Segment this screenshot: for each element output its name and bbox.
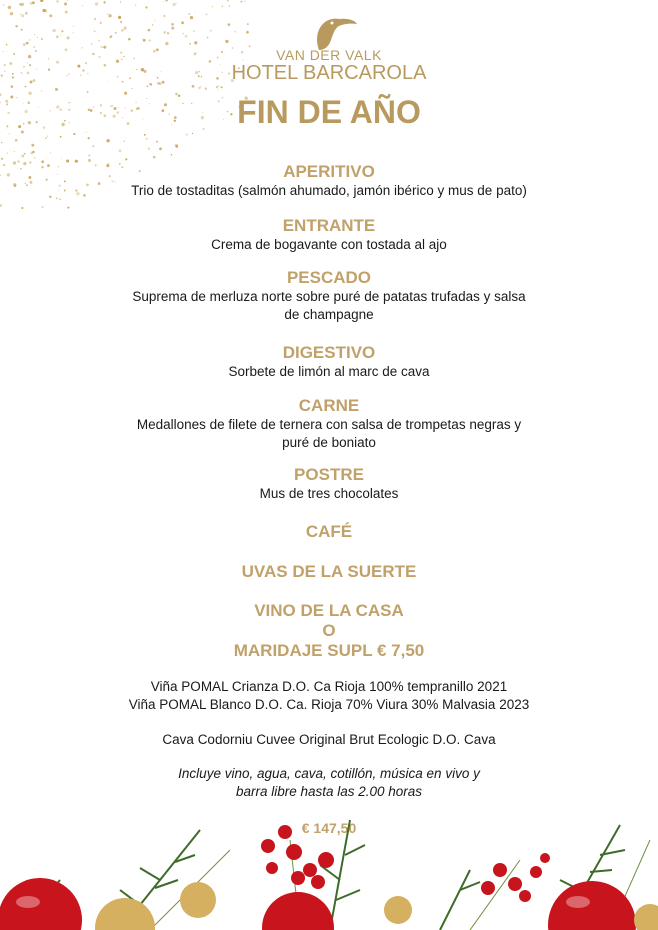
- sparkle-dot: [159, 147, 162, 150]
- sparkle-dot: [88, 137, 90, 139]
- menu-price: € 147,50: [301, 820, 357, 836]
- includes-line: Incluye vino, agua, cava, cotillón, música en vivo y: [178, 766, 480, 781]
- sparkle-dot: [220, 86, 222, 88]
- sparkle-dot: [119, 149, 122, 152]
- sparkle-dot: [124, 141, 125, 142]
- sparkle-dot: [240, 1, 242, 3]
- toucan-icon: [299, 10, 359, 52]
- includes-note: [0, 765, 658, 801]
- course-desc: Crema de bogavante con tostada al ajo: [211, 237, 447, 252]
- red-ornament-icon: [548, 881, 636, 930]
- brand-line-1: VAN DER VALK: [276, 47, 382, 63]
- sparkle-dot: [1, 158, 3, 160]
- sparkle-dot: [218, 89, 219, 90]
- sparkle-dot: [244, 1, 245, 2]
- sparkle-dot: [92, 145, 94, 147]
- sparkle-dot: [25, 86, 27, 88]
- sparkle-dot: [32, 151, 34, 153]
- course-aperitivo: [0, 162, 658, 200]
- sparkle-dot: [103, 1, 105, 3]
- course-heading: CARNE: [298, 396, 360, 415]
- sparkle-dot: [61, 158, 62, 159]
- course-entrante: [0, 216, 658, 254]
- sparkle-dot: [165, 0, 167, 2]
- sparkle-dot: [42, 206, 44, 208]
- sparkle-dot: [86, 132, 87, 133]
- sparkle-dot: [1, 142, 3, 144]
- sparkle-dot: [47, 135, 48, 136]
- sparkle-dot: [163, 1, 164, 2]
- course-desc: Trio de tostaditas (salmón ahumado, jamón ibérico y mus de pato): [131, 183, 527, 198]
- course-desc: Sorbete de limón al marc de cava: [228, 364, 430, 379]
- sparkle-dot: [67, 207, 69, 209]
- sparkle-dot: [87, 91, 89, 93]
- sparkle-dot: [175, 144, 178, 147]
- sparkle-dot: [144, 134, 146, 136]
- includes-line: barra libre hasta las 2.00 horas: [235, 784, 423, 799]
- sparkle-dot: [46, 158, 47, 159]
- course-heading: CAFÉ: [305, 522, 353, 541]
- sparkle-dot: [131, 88, 132, 89]
- sparkle-dot: [120, 1, 121, 2]
- sparkle-dot: [198, 87, 200, 89]
- gold-ornament-icon: [384, 896, 412, 924]
- sparkle-dot: [67, 0, 68, 1]
- sparkle-dot: [106, 139, 109, 142]
- sparkle-dot: [21, 3, 24, 6]
- sparkle-dot: [3, 4, 4, 5]
- sparkle-dot: [147, 86, 149, 88]
- wine-item: Viña POMAL Crianza D.O. Ca Rioja 100% tempranillo 2021: [150, 679, 508, 694]
- sparkle-dot: [30, 2, 33, 5]
- course-heading: ENTRANTE: [282, 216, 376, 235]
- sparkle-dot: [34, 157, 36, 159]
- christmas-decoration: [0, 810, 658, 930]
- sparkle-dot: [125, 158, 127, 160]
- gold-ornament-icon: [634, 904, 658, 930]
- course-desc: de champagne: [284, 307, 374, 322]
- sparkle-dot: [186, 133, 188, 135]
- wine-heading-line: O: [322, 621, 336, 640]
- sparkle-dot: [156, 141, 158, 143]
- course-desc: Mus de tres chocolates: [259, 486, 399, 501]
- sparkle-dot: [146, 138, 148, 140]
- sparkle-dot: [64, 3, 67, 6]
- sparkle-dot: [135, 5, 136, 6]
- sparkle-dot: [176, 3, 177, 4]
- course-heading: PESCADO: [286, 268, 372, 287]
- sparkle-dot: [171, 154, 173, 156]
- sparkle-dot: [200, 86, 201, 87]
- sparkle-dot: [88, 154, 90, 156]
- course-desc: puré de boniato: [282, 435, 376, 450]
- course-heading: POSTRE: [294, 465, 364, 484]
- course-digestivo: [0, 343, 658, 381]
- wine-heading-line: MARIDAJE SUPL € 7,50: [233, 641, 425, 660]
- course-cafe: [0, 522, 658, 542]
- sparkle-dot: [192, 133, 193, 134]
- sparkle-dot: [227, 0, 229, 1]
- hotel-logo: [0, 10, 658, 84]
- red-ornament-icon: [0, 878, 82, 930]
- sparkle-dot: [218, 85, 219, 86]
- sparkle-dot: [153, 156, 156, 159]
- sparkle-dot: [222, 6, 224, 8]
- sparkle-dot: [212, 6, 213, 7]
- wine-heading: [0, 601, 658, 661]
- sparkle-dot: [24, 153, 26, 155]
- sparkle-dot: [15, 139, 18, 142]
- sparkle-dot: [8, 134, 9, 135]
- sparkle-dot: [192, 85, 195, 88]
- sparkle-dot: [8, 6, 11, 9]
- sparkle-dot: [95, 2, 98, 5]
- sparkle-dot: [7, 152, 8, 153]
- sparkle-dot: [40, 0, 43, 2]
- sparkle-dot: [60, 136, 62, 138]
- wine-list: [0, 678, 658, 714]
- course-postre: [0, 465, 658, 503]
- cava-line: Cava Codorniu Cuvee Original Brut Ecologic D.O. Cava: [162, 732, 496, 747]
- sparkle-dot: [50, 152, 51, 153]
- course-desc: Suprema de merluza norte sobre puré de patatas trufadas y salsa: [132, 289, 526, 304]
- wine-item: Viña POMAL Blanco D.O. Ca. Rioja 70% Viura 30% Malvasia 2023: [128, 697, 530, 712]
- sparkle-dot: [21, 155, 24, 158]
- sparkle-dot: [145, 6, 147, 8]
- sparkle-dot: [173, 3, 176, 6]
- sparkle-dot: [148, 148, 150, 150]
- brand-line-2: HOTEL BARCAROLA: [231, 62, 427, 84]
- sparkle-dot: [56, 0, 58, 2]
- course-pescado: [0, 268, 658, 324]
- sparkle-dot: [205, 87, 207, 89]
- sparkle-dot: [55, 88, 58, 91]
- sparkle-dot: [31, 144, 34, 147]
- sparkle-dot: [21, 207, 23, 209]
- sparkle-dot: [228, 5, 230, 7]
- course-uvas: [0, 562, 658, 582]
- sparkle-dot: [11, 85, 14, 88]
- course-heading: DIGESTIVO: [282, 343, 376, 362]
- course-heading: APERITIVO: [283, 162, 375, 181]
- red-ornament-icon: [262, 892, 334, 930]
- course-carne: [0, 396, 658, 452]
- course-desc: Medallones de filete de ternera con salsa de trompetas negras y: [136, 417, 522, 432]
- sparkle-dot: [45, 137, 46, 138]
- sparkle-dot: [0, 204, 2, 206]
- gold-ornament-icon: [95, 898, 155, 930]
- page-title: FIN DE AÑO: [237, 94, 421, 130]
- wine-heading-line: VINO DE LA CASA: [254, 601, 404, 620]
- sparkle-dot: [216, 86, 218, 88]
- sparkle-dot: [73, 133, 75, 135]
- sparkle-dot: [14, 151, 15, 152]
- sparkle-dot: [82, 5, 83, 6]
- sparkle-dot: [41, 90, 42, 91]
- gold-ornament-icon: [180, 882, 216, 918]
- red-berries: [261, 825, 550, 902]
- course-heading: UVAS DE LA SUERTE: [241, 562, 417, 581]
